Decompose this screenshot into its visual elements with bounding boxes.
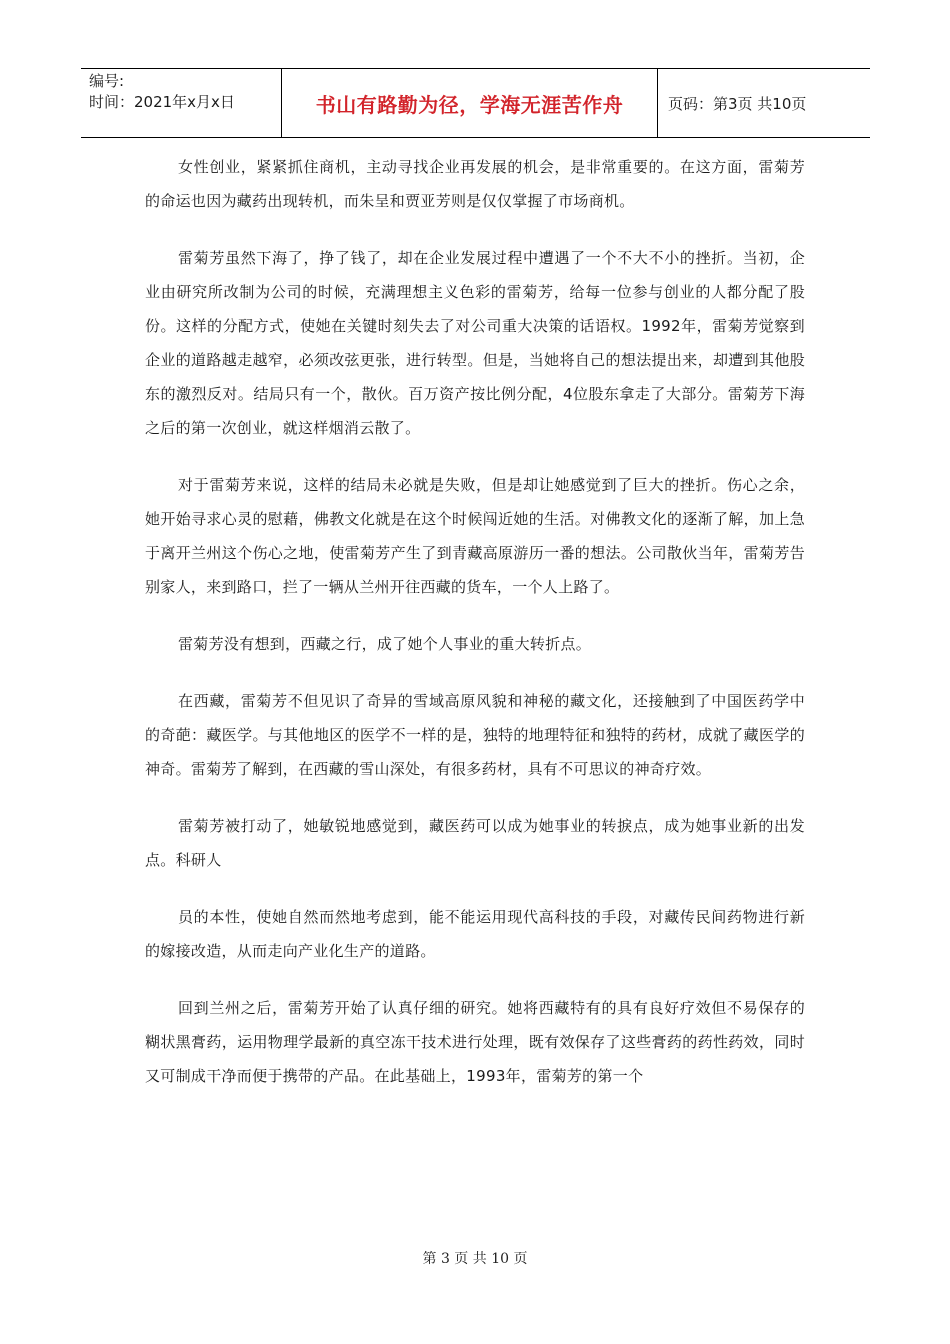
paragraph: 对于雷菊芳来说，这样的结局未必就是失败，但是却让她感觉到了巨大的挫折。伤心之余，她开始寻求心灵的慰藉，佛教文化就是在这个时候闯近她的生活。对佛教文化的逐渐了解，加上急于离开兰州这个伤心之地，使雷菊芳产生了到青藏高原游历一番的想法。公司散伙当年，雷菊芳告别家人，来到路口，拦了一辆从兰州开往西藏的货车，一个人上路了。	[145, 476, 805, 596]
page-footer: 第 3 页 共 10 页	[422, 1251, 528, 1267]
header-page-info: 页码：第3页 共10页	[668, 94, 807, 113]
paragraph: 雷菊芳虽然下海了，挣了钱了，却在企业发展过程中遭遇了一个不大不小的挫折。当初，企业由研究所改制为公司的时候，充满理想主义色彩的雷菊芳，给每一位参与创业的人都分配了股份。这样的分配方式，使她在关键时刻失去了对公司重大决策的话语权。1992年，雷菊芳觉察到企业的道路越走越窄，必须改弦更张，进行转型。但是，当她将自己的想法提出来，却遭到其他股东的激烈反对。结局只有一个，散伙。百万资产按比例分配，4位股东拿走了大部分。雷菊芳下海之后的第一次创业，就这样烟消云散了。	[145, 249, 805, 437]
paragraph: 在西藏，雷菊芳不但见识了奇异的雪域高原风貌和神秘的藏文化，还接触到了中国医药学中的奇葩：藏医学。与其他地区的医学不一样的是，独特的地理特征和独特的药材，成就了藏医学的神奇。雷菊芳了解到，在西藏的雪山深处，有很多药材，具有不可思议的神奇疗效。	[145, 692, 805, 778]
paragraph: 雷菊芳没有想到，西藏之行，成了她个人事业的重大转折点。	[178, 635, 592, 653]
document-body	[145, 150, 805, 1116]
page-header	[81, 68, 870, 138]
document-number: 编号:	[89, 72, 125, 90]
paragraph: 雷菊芳被打动了，她敏锐地感觉到，藏医药可以成为她事业的转捩点，成为她事业新的出发点。科研人	[145, 817, 805, 869]
header-page-cell	[658, 69, 870, 137]
header-motto: 书山有路勤为径，学海无涯苦作舟	[315, 92, 624, 117]
document-date: 时间：2021年x月x日	[89, 93, 235, 111]
paragraph: 女性创业，紧紧抓住商机，主动寻找企业再发展的机会，是非常重要的。在这方面，雷菊芳的命运也因为藏药出现转机，而朱呈和贾亚芳则是仅仅掌握了市场商机。	[145, 158, 805, 210]
header-meta	[81, 69, 282, 137]
paragraph: 员的本性，使她自然而然地考虑到，能不能运用现代高科技的手段，对藏传民间药物进行新的嫁接改造，从而走向产业化生产的道路。	[145, 908, 805, 960]
paragraph: 回到兰州之后，雷菊芳开始了认真仔细的研究。她将西藏特有的具有良好疗效但不易保存的糊状黑膏药，运用物理学最新的真空冻干技术进行处理，既有效保存了这些膏药的药性药效，同时又可制成干净而便于携带的产品。在此基础上，1993年，雷菊芳的第一个	[145, 999, 805, 1085]
header-motto-cell	[282, 69, 658, 137]
